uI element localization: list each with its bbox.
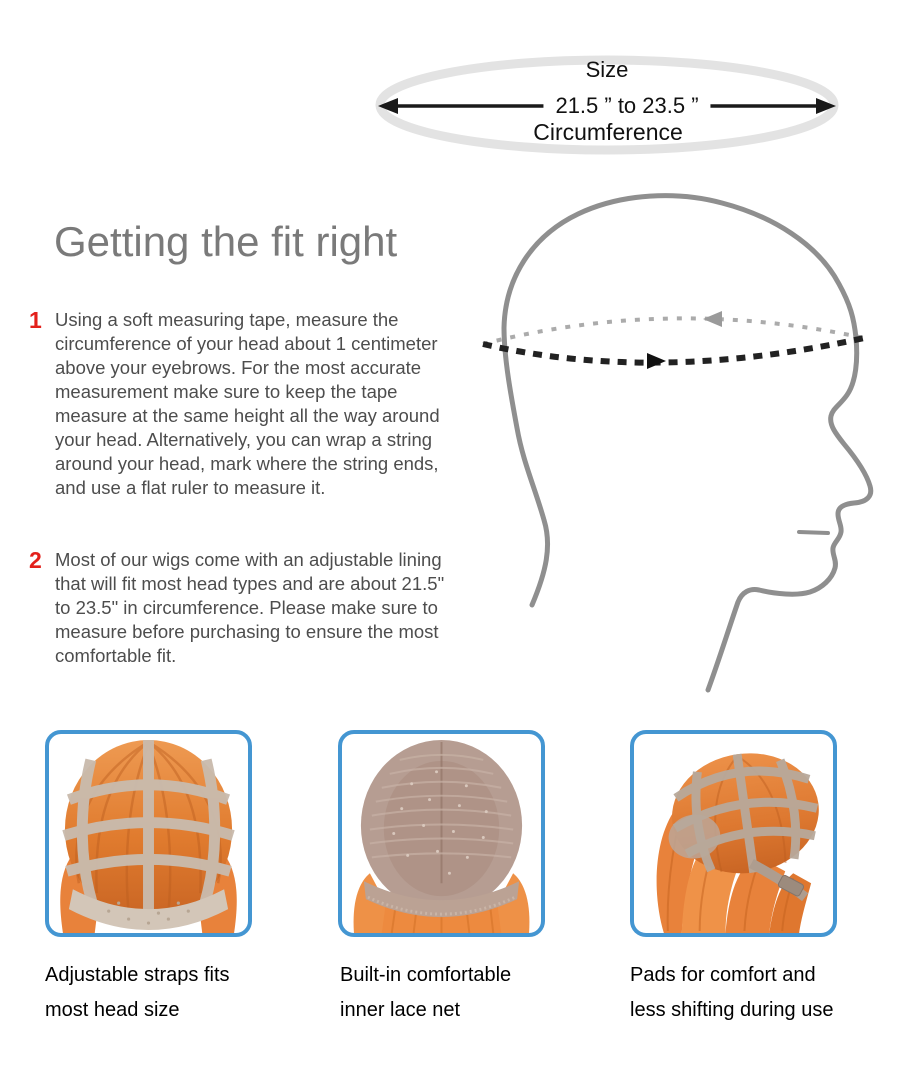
caption-line: inner lace net — [340, 999, 461, 1021]
mouth-line — [799, 532, 828, 533]
step-2-text: Most of our wigs come with an adjustable lining that will fit most head types and are about 21.5" to 23.5" in circumference. Please make sure to measure before purchasing to ensure the most comfortable fit. — [55, 549, 445, 666]
step-2-number: 2 — [29, 547, 42, 573]
caption-pads — [630, 958, 890, 1028]
caption-line: most head size — [45, 999, 180, 1021]
feature-card-pads — [630, 730, 837, 937]
head-outline — [504, 196, 871, 690]
wig-cap-back-straps-photo — [49, 734, 248, 933]
head-profile-graphic — [470, 180, 890, 700]
feature-card-lace-net — [338, 730, 545, 937]
head-profile-illustration — [470, 180, 890, 700]
circumference-label: Circumference — [533, 119, 683, 145]
size-range-label: 21.5 ” to 23.5 ” — [543, 93, 710, 119]
size-label: Size — [585, 57, 629, 82]
wig-cap-side-pads-photo — [634, 734, 833, 933]
caption-adjustable-straps — [45, 958, 305, 1028]
caption-line: Pads for comfort and — [630, 964, 816, 986]
wig-cap-lace-net-photo — [342, 734, 541, 933]
step-1 — [29, 308, 457, 500]
page-title: Getting the fit right — [54, 218, 398, 265]
size-ring-diagram — [0, 0, 905, 185]
size-ring-graphic — [0, 0, 905, 185]
caption-line: Adjustable straps fits — [45, 964, 230, 986]
step-1-text: Using a soft measuring tape, measure the circumference of your head about 1 centimeter above your eyebrows. For the most accurate measurement make sure to keep the tape measure at the same height all the way around your head. Alternatively, you can wrap a string around your head, mark where the string ends, and use a flat ruler to measure it. — [55, 309, 440, 498]
caption-lace-net — [340, 958, 600, 1028]
caption-line: less shifting during use — [630, 999, 834, 1021]
feature-card-adjustable-straps — [45, 730, 252, 937]
caption-line: Built-in comfortable — [340, 964, 512, 986]
step-2 — [29, 548, 457, 668]
step-1-number: 1 — [29, 307, 42, 333]
